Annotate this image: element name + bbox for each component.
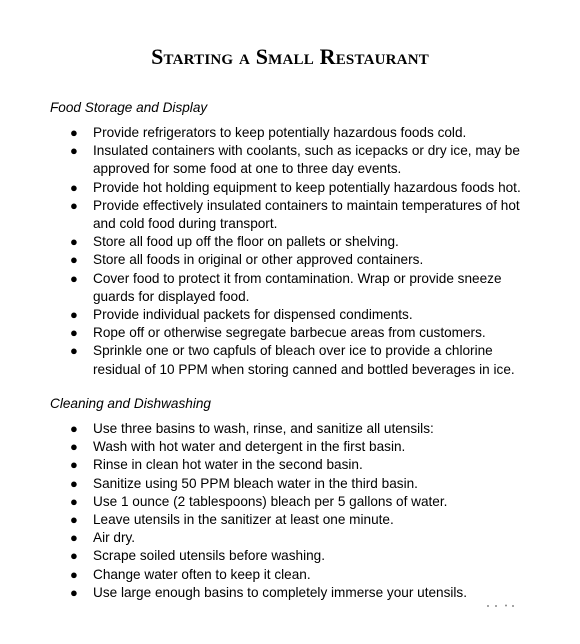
section-heading-food-storage: Food Storage and Display (50, 100, 208, 115)
bullet-icon: ● (70, 179, 78, 195)
cleaning-list (0, 420, 533, 602)
list-item: ● Rope off or otherwise segregate barbecue areas from customers. (0, 324, 533, 342)
bullet-icon: ● (70, 143, 78, 159)
bullet-icon: ● (70, 530, 78, 546)
list-item: ● Sprinkle one or two capfuls of bleach over ice to provide a chlorine residual of 10 PPM when storing canned and bottled beverages in ice. (70, 343, 515, 377)
food-storage-list (0, 124, 533, 379)
list-item: ● Provide effectively insulated containers to maintain temperatures of hot and cold food during transport. (70, 197, 520, 232)
bullet-icon: ● (70, 421, 78, 436)
bullet-icon: ● (70, 343, 78, 359)
list-item: ● Provide hot holding equipment to keep potentially hazardous foods hot. (0, 179, 533, 197)
list-item: ● Insulated containers with coolants, such as icepacks or dry ice, may be approved for some food at one to three day events. (70, 143, 520, 177)
list-item: ● Cover food to protect it from contamination. Wrap or provide sneeze guards for displayed food. (70, 270, 502, 304)
list-item: ● Use large enough basins to completely immerse your utensils. (0, 584, 533, 602)
list-item: ● Use three basins to wash, rinse, and sanitize all utensils: (0, 420, 533, 438)
bullet-icon: ● (70, 234, 78, 250)
bullet-icon: ● (70, 125, 78, 140)
list-item: ● Store all foods in original or other approved containers. (0, 251, 533, 269)
bullet-icon: ● (70, 439, 78, 455)
bullet-icon: ● (70, 325, 78, 341)
bullet-icon: ● (70, 197, 78, 213)
list-item: ● Provide refrigerators to keep potentially hazardous foods cold. (0, 124, 533, 142)
document-title: Starting a Small Restaurant (151, 44, 429, 69)
bullet-icon: ● (70, 566, 78, 582)
list-item: ● Rinse in clean hot water in the second basin. (0, 456, 533, 474)
bullet-icon: ● (70, 548, 78, 564)
section-heading-cleaning: Cleaning and Dishwashing (50, 396, 211, 411)
scan-artifact-mark (486, 604, 516, 608)
list-item: ● Leave utensils in the sanitizer at least one minute. (0, 511, 533, 529)
list-item: ● Use 1 ounce (2 tablespoons) bleach per 5 gallons of water. (0, 493, 533, 511)
list-item: ● Store all food up off the floor on pallets or shelving. (0, 233, 533, 251)
bullet-icon: ● (70, 270, 78, 286)
bullet-icon: ● (70, 457, 78, 473)
bullet-icon: ● (70, 307, 78, 323)
list-item: ● Wash with hot water and detergent in the first basin. (0, 438, 533, 456)
list-item: ● Change water often to keep it clean. (0, 566, 533, 584)
bullet-icon: ● (70, 475, 78, 491)
list-item: ● Sanitize using 50 PPM bleach water in the third basin. (0, 475, 533, 493)
bullet-icon: ● (70, 512, 78, 528)
bullet-icon: ● (70, 493, 78, 509)
list-item: ● Air dry. (0, 529, 533, 547)
bullet-icon: ● (70, 584, 78, 600)
list-item: ● Scrape soiled utensils before washing. (0, 547, 533, 565)
list-item: ● Provide individual packets for dispensed condiments. (0, 306, 533, 324)
bullet-icon: ● (70, 252, 78, 268)
